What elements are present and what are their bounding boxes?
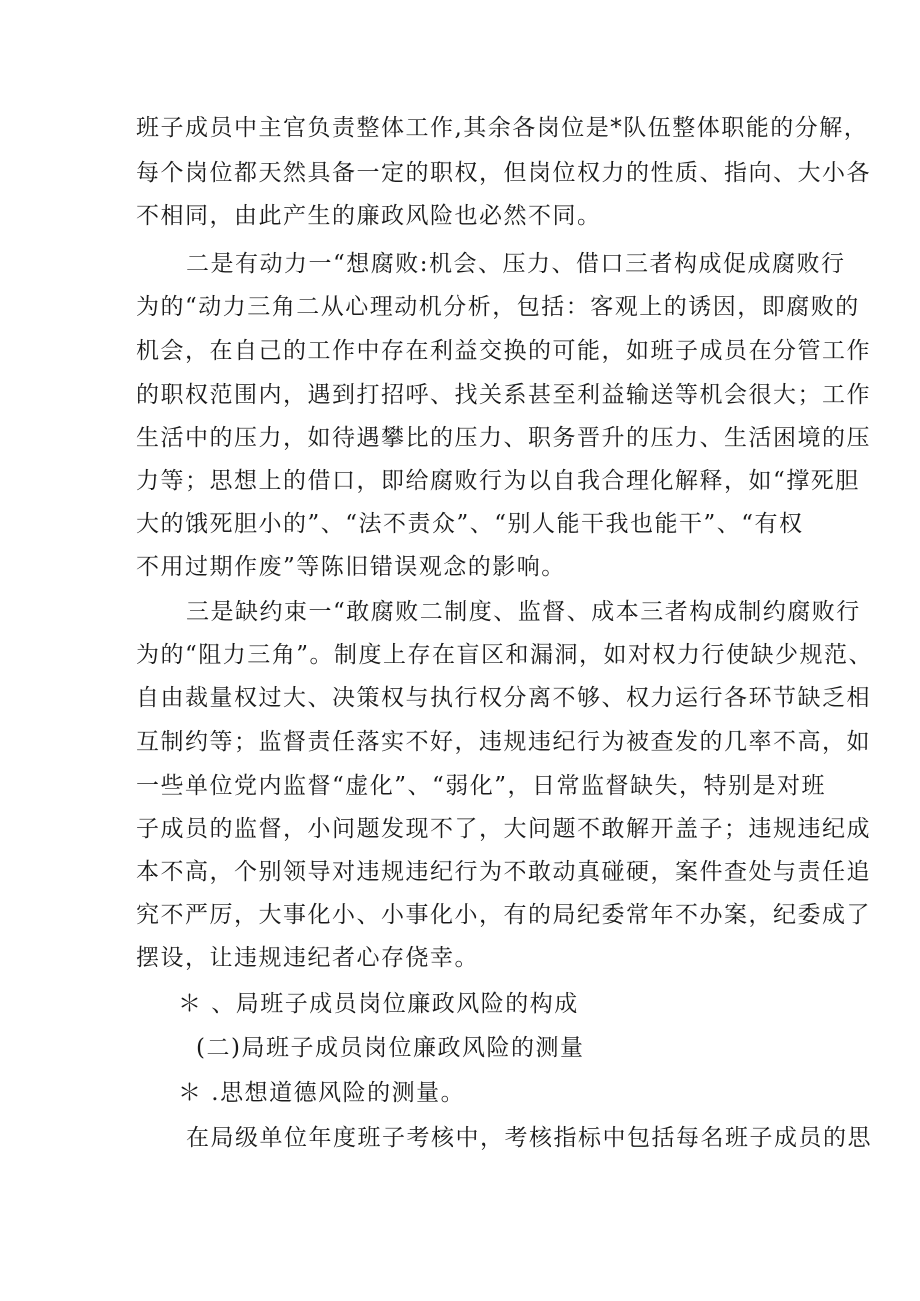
paragraph-2-line-3: 机会，在自己的工作中存在利益交换的可能，如班子成员在分管工作 [136, 338, 871, 364]
paragraph-3-line-4: 互制约等；监督责任落实不好，违规违纪行为被查发的几率不高，如 [136, 729, 871, 755]
paragraph-2-line-2: 为的“动力三角二从心理动机分析，包括：客观上的诱因，即腐败的 [136, 294, 860, 320]
paragraph-2-line-6: 力等；思想上的借口，即给腐败行为以自我合理化解释，如“撑死胆 [136, 468, 860, 494]
paragraph-3-line-6: 子成员的监督，小问题发现不了，大问题不敢解开盖子；违规违纪成 [136, 816, 871, 842]
paragraph-1-line-3: 不相同，由此产生的廉政风险也必然不同。 [136, 203, 602, 229]
section-heading-2: (二)局班子成员岗位廉政风险的测量 [196, 1035, 585, 1061]
paragraph-3-line-7: 本不高，个别领导对违规违纪行为不敢动真碰硬，案件查处与责任追 [136, 859, 871, 885]
paragraph-2-line-4: 的职权范围内，遇到打招呼、找关系甚至利益输送等机会很大；工作 [136, 382, 871, 408]
paragraph-3-line-8: 究不严厉，大事化小、小事化小，有的局纪委常年不办案，纪委成了 [136, 902, 871, 928]
paragraph-3-line-2: 为的“阻力三角”。制度上存在盲区和漏洞，如对权力行使缺少规范、 [136, 642, 874, 668]
paragraph-2-line-8: 不用过期作废”等陈旧错误观念的影响。 [136, 554, 566, 580]
section-heading-3: ＊ .思想道德风险的测量。 [178, 1080, 466, 1106]
paragraph-4-line-1: 在局级单位年度班子考核中，考核指标中包括每名班子成员的思 [186, 1125, 872, 1151]
paragraph-3-line-9: 摆设，让违规违纪者心存侥幸。 [136, 945, 479, 971]
paragraph-2-line-5: 生活中的压力，如待遇攀比的压力、职务晋升的压力、生活困境的压 [136, 425, 871, 451]
paragraph-3-line-5: 一些单位党内监督“虚化”、“弱化”，日常监督缺失，特别是对班 [136, 773, 827, 799]
paragraph-2-line-7: 大的饿死胆小的”、“法不责众”、“别人能干我也能干”、“有权 [136, 511, 804, 537]
paragraph-3-line-1: 三是缺约束一“敢腐败二制度、监督、成本三者构成制约腐败行 [186, 599, 861, 625]
paragraph-3-line-3: 自由裁量权过大、决策权与执行权分离不够、权力运行各环节缺乏相 [136, 685, 871, 711]
paragraph-1-line-1: 班子成员中主官负责整体工作,其余各岗位是*队伍整体职能的分解， [136, 115, 869, 141]
paragraph-1-line-2: 每个岗位都天然具备一定的职权，但岗位权力的性质、指向、大小各 [136, 160, 871, 186]
section-heading-1: ＊ 、局班子成员岗位廉政风险的构成 [178, 991, 579, 1017]
paragraph-2-line-1: 二是有动力一“想腐败:机会、压力、借口三者构成促成腐败行 [186, 251, 846, 277]
